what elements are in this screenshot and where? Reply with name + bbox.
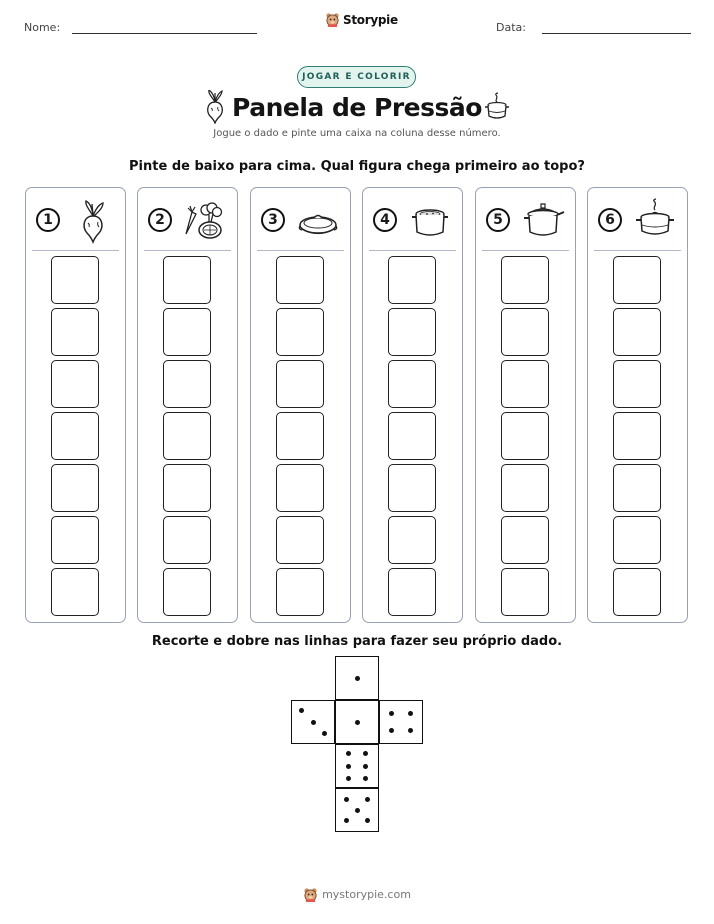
column-number: 1: [36, 208, 60, 232]
color-box[interactable]: [276, 412, 324, 460]
color-box[interactable]: [501, 360, 549, 408]
color-box[interactable]: [51, 360, 99, 408]
color-box[interactable]: [388, 360, 436, 408]
page-title: Panela de Pressão: [232, 93, 482, 122]
color-box[interactable]: [613, 308, 661, 356]
beet-icon: [70, 198, 116, 244]
color-box[interactable]: [163, 516, 211, 564]
color-box[interactable]: [276, 308, 324, 356]
cut-instruction: Recorte e dobre nas linhas para fazer seu próprio dado.: [151, 634, 563, 649]
die-pip: [389, 711, 394, 716]
storypie-mascot-icon: [325, 12, 340, 27]
color-box[interactable]: [388, 464, 436, 512]
column-divider: [482, 250, 569, 251]
subtitle: Jogue o dado e pinte uma caixa na coluna desse número.: [213, 128, 501, 139]
die-pip: [389, 728, 394, 733]
color-box[interactable]: [51, 256, 99, 304]
color-box[interactable]: [613, 360, 661, 408]
column-divider: [369, 250, 456, 251]
column-3: [250, 187, 351, 623]
color-box[interactable]: [388, 412, 436, 460]
column-5: [475, 187, 576, 623]
column-number: 4: [373, 208, 397, 232]
column-header: [251, 188, 350, 250]
color-box[interactable]: [613, 516, 661, 564]
brand-name: Storypie: [343, 12, 398, 27]
die-face-6: [335, 744, 379, 788]
soup-pot-icon: [407, 198, 453, 244]
color-box[interactable]: [388, 308, 436, 356]
die-pip: [363, 776, 368, 781]
vegetables-icon: [182, 198, 228, 244]
color-box[interactable]: [51, 568, 99, 616]
column-header: [588, 188, 687, 250]
die-pip: [365, 818, 370, 823]
color-box[interactable]: [163, 568, 211, 616]
pressure-cooker-icon: [520, 198, 566, 244]
die-pip: [355, 808, 360, 813]
color-box[interactable]: [388, 256, 436, 304]
die-face-5: [335, 788, 379, 832]
color-box[interactable]: [276, 464, 324, 512]
color-box[interactable]: [613, 464, 661, 512]
column-1: [25, 187, 126, 623]
die-pip: [408, 728, 413, 733]
color-box[interactable]: [51, 308, 99, 356]
steaming-pot-icon: [482, 92, 512, 122]
die-face-3: [291, 700, 335, 744]
color-box[interactable]: [501, 308, 549, 356]
die-pip: [355, 676, 360, 681]
storypie-mascot-icon: [303, 887, 318, 902]
column-2: [137, 187, 238, 623]
footer-url: mystorypie.com: [322, 888, 411, 901]
die-face-1: [335, 656, 379, 700]
die-pip: [346, 751, 351, 756]
color-box[interactable]: [501, 568, 549, 616]
color-box[interactable]: [501, 256, 549, 304]
instruction-heading: Pinte de baixo para cima. Qual figura chega primeiro ao topo?: [129, 159, 585, 174]
color-box[interactable]: [51, 412, 99, 460]
color-box[interactable]: [276, 360, 324, 408]
color-box[interactable]: [163, 360, 211, 408]
color-box[interactable]: [613, 568, 661, 616]
color-box[interactable]: [501, 412, 549, 460]
die-pip: [311, 720, 316, 725]
column-number: 2: [148, 208, 172, 232]
column-number: 5: [486, 208, 510, 232]
color-box[interactable]: [501, 516, 549, 564]
column-4: [362, 187, 463, 623]
color-box[interactable]: [276, 516, 324, 564]
date-label: Data:: [496, 21, 526, 34]
name-line: [72, 33, 257, 34]
name-label: Nome:: [24, 21, 61, 34]
footer: [0, 887, 714, 902]
die-pip: [363, 764, 368, 769]
die-pip: [408, 711, 413, 716]
color-box[interactable]: [276, 568, 324, 616]
steaming-pot-icon: [632, 198, 678, 244]
column-header: [363, 188, 462, 250]
die-pip: [344, 818, 349, 823]
column-divider: [257, 250, 344, 251]
pot-lid-icon: [295, 198, 341, 244]
die-pip: [365, 797, 370, 802]
color-box[interactable]: [613, 412, 661, 460]
color-box[interactable]: [163, 464, 211, 512]
die-pip: [322, 731, 327, 736]
die-pip: [346, 764, 351, 769]
die-pip: [355, 720, 360, 725]
color-box[interactable]: [613, 256, 661, 304]
die-face-4: [379, 700, 423, 744]
column-6: [587, 187, 688, 623]
color-box[interactable]: [163, 256, 211, 304]
die-pip: [344, 797, 349, 802]
column-divider: [32, 250, 119, 251]
die-pip: [346, 776, 351, 781]
die-pip: [299, 708, 304, 713]
color-box[interactable]: [163, 412, 211, 460]
column-header: [26, 188, 125, 250]
column-number: 3: [261, 208, 285, 232]
category-badge: JOGAR E COLORIR: [297, 66, 416, 88]
column-header: [476, 188, 575, 250]
date-line: [542, 33, 691, 34]
die-pip: [363, 751, 368, 756]
column-divider: [144, 250, 231, 251]
column-header: [138, 188, 237, 250]
color-box[interactable]: [388, 568, 436, 616]
die-face-1: [335, 700, 379, 744]
column-divider: [594, 250, 681, 251]
color-box[interactable]: [163, 308, 211, 356]
column-number: 6: [598, 208, 622, 232]
color-box[interactable]: [388, 516, 436, 564]
color-box[interactable]: [51, 516, 99, 564]
color-box[interactable]: [501, 464, 549, 512]
color-box[interactable]: [51, 464, 99, 512]
color-box[interactable]: [276, 256, 324, 304]
brand-logo: [325, 12, 398, 27]
title-row: [0, 90, 714, 126]
